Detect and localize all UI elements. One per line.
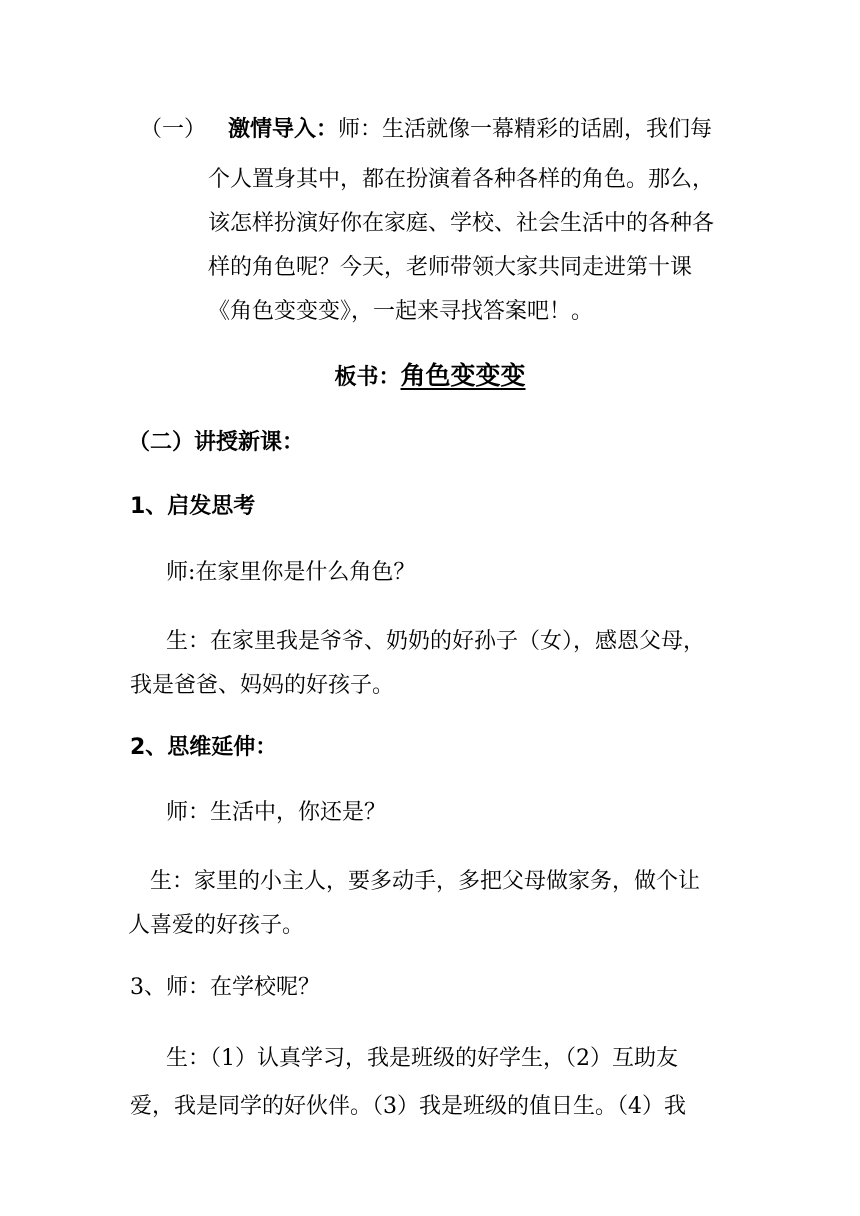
part-3-answer-line-1: 爱，我是同学的好伙伴。（3）我是班级的值日生。（4）我 <box>130 1094 686 1119</box>
part-3-answer-line-0: 生：（1）认真学习，我是班级的好学生，（2）互助友 <box>166 1046 678 1071</box>
board-label: 板书： <box>334 365 401 390</box>
part-2-heading: 2、思维延伸： <box>130 735 278 760</box>
part-3-question: 3、师：在学校呢？ <box>130 975 320 1000</box>
part-1-answer-line-0: 生：在家里我是爷爷、奶奶的好孙子（女），感恩父母， <box>166 629 706 654</box>
board-title: 角色变变变 <box>400 361 526 390</box>
part-2-answer <box>128 860 738 948</box>
section-1-line-3: 样的角色呢？今天，老师带领大家共同走进第十课 <box>208 255 693 280</box>
section-1-line-0: 师：生活就像一幕精彩的话剧，我们每 <box>338 117 713 142</box>
part-2-answer-line-1: 人喜爱的好孩子。 <box>128 913 305 938</box>
part-3-answer <box>130 1035 740 1131</box>
part-2-answer-line-0: 生：家里的小主人，要多动手，多把父母做家务，做个让 <box>150 869 701 894</box>
section-2-heading: （二）讲授新课： <box>128 430 305 455</box>
part-2-question: 师：生活中，你还是？ <box>166 800 387 825</box>
section-1-title: 激情导入： <box>228 117 339 142</box>
part-1-answer-line-1: 我是爸爸、妈妈的好孩子。 <box>130 673 395 698</box>
board-heading <box>0 356 860 392</box>
section-1-line-4: 《角色变变变》，一起来寻找答案吧！。 <box>208 299 594 324</box>
part-1-heading: 1、启发思考 <box>130 494 256 519</box>
section-1-line-2: 该怎样扮演好你在家庭、学校、社会生活中的各种各 <box>208 211 715 236</box>
section-1-marker: （一） <box>140 117 207 142</box>
section-1-heading <box>140 112 712 143</box>
part-1-question: 师:在家里你是什么角色？ <box>166 560 416 585</box>
part-1-answer <box>130 620 740 708</box>
section-1-line-1: 个人置身其中，都在扮演着各种各样的角色。那么， <box>208 167 715 192</box>
section-1-body <box>208 158 714 334</box>
